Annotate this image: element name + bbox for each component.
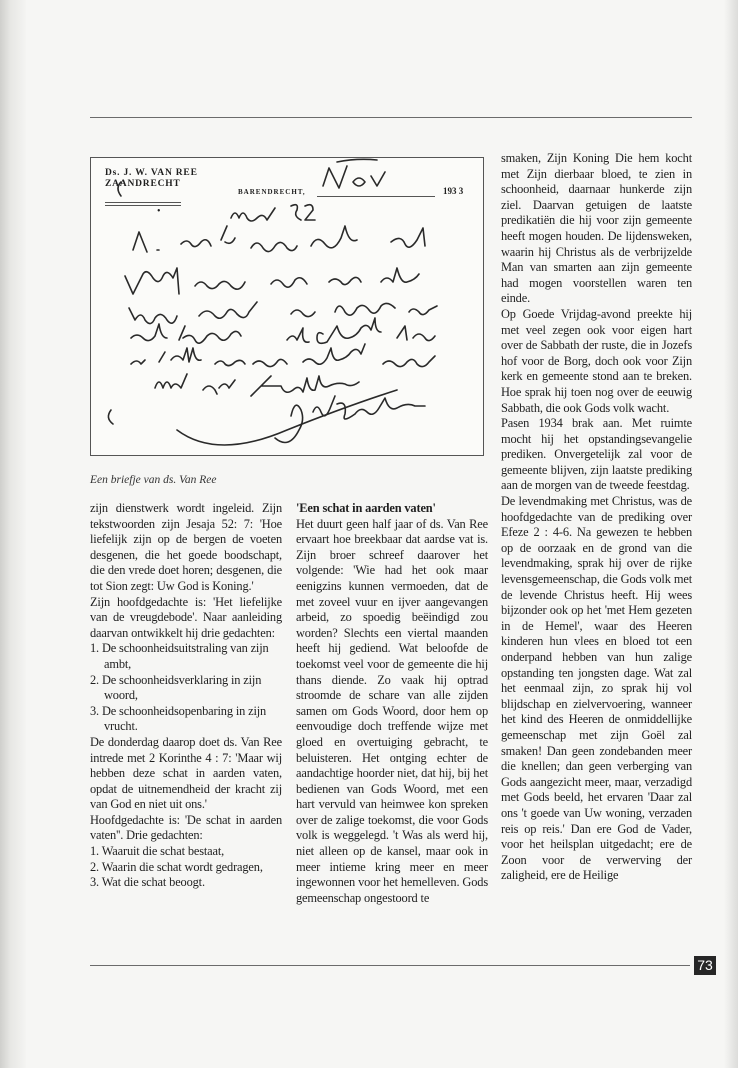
text-column-3 (501, 151, 692, 884)
page-number: 73 (694, 956, 716, 975)
paragraph: De levendmaking met Christus, was de hoofdgedachte van de prediking over Efeze 2 : 4-6. Na gewezen te hebben op de oorzaak en de grond van die levendmaking, sprak hij over de rijke levensgemeenschap, die Gods volk met de levende Christus heeft. Hij wees bijzonder ook op het 'met Hem gezeten in de Hemel', waar des Heeren kinderen hun vlees en bloed tot een onderpand hebben van hun zalige opstanding ten jongsten dage. Wat zal het eenmaal zijn, zo sprak hij vol blijdschap en zielvervoering, wanneer het kind des Heeren de onmiddellijke gemeenschap met zijn Goël zal smaken! Dan geen zondebanden meer die knellen; dan geen verberging van Gods aangezicht meer, maar, verzadigd met Gods beeld, het ervaren 'Daar zal ons 't goede van Uw woning, verzaden reis op reis.' Dan ere God de Vader, voor het heilsplan uitgedacht; ere de Zoon voor de verwerving der zaligheid, ere de Heilige (501, 494, 692, 883)
text-column-2 (296, 501, 488, 906)
book-spine-shadow (0, 0, 26, 1068)
postcard-image (90, 157, 484, 456)
card-dot: • (157, 206, 161, 217)
footer-rule (90, 965, 690, 966)
paragraph: zijn dienstwerk wordt ingeleid. Zijn tekstwoorden zijn Jesaja 52: 7: 'Hoe liefelijk zijn op de bergen de voeten desgenen, die het goede boodschapt, die den vrede doet horen; desgenen, die tot Sion zegt: Uw God is Koning.' (90, 501, 282, 593)
card-sender-town: ZAANDRECHT (105, 179, 181, 189)
list-item: 2. De schoonheidsverklaring in zijn woord, (90, 672, 262, 703)
card-sender-name: Ds. J. W. VAN REE (105, 168, 198, 178)
list-item: 1. De schoonheidsuitstraling van zijn ambt, (90, 641, 269, 671)
paragraph: Pasen 1934 brak aan. Met ruimte mocht hij het opstandingsevangelie prediken. Onvergetelijk zal voor de gemeente blijven, zijn laatste prediking aan de morgen van de tweede feestdag. (501, 416, 692, 493)
list-item: 2. Waarin die schat wordt gedragen, (90, 859, 263, 874)
list-item: 1. Waaruit die schat bestaat, (90, 844, 225, 859)
header-rule (90, 117, 692, 118)
paragraph: Zijn hoofdgedachte is: 'Het liefelijke van de vreugdebode'. Naar aanleiding daarvan ontwikkelt hij drie gedachten: (90, 594, 282, 640)
card-year: 193 3 (443, 186, 464, 196)
list-item: 3. De schoonheidsopenbaring in zijn vrucht. (90, 703, 267, 734)
card-place: BARENDRECHT, (238, 188, 306, 196)
paragraph: Hoofdgedachte is: 'De schat in aarden vaten''. Drie gedachten: (90, 812, 282, 843)
handwriting-signature (91, 158, 483, 455)
image-caption: Een briefje van ds. Van Ree (90, 474, 217, 486)
text-column-1 (90, 501, 282, 891)
paragraph: smaken, Zijn Koning Die hem kocht met Zijn dierbaar bloed, te zien in schoonheid, daarnaar hunkerde zijn ziel. Daarvan getuigen de laatste predikatiën die hij voor zijn gemeente heeft mogen houden. De lijdensweken, waarin hij Christus als de verbrijzelde Man van smarten aan zijn gemeente had mogen voorstellen waren ten einde. (501, 151, 692, 306)
section-heading: 'Een schat in aarden vaten' (296, 501, 436, 515)
paragraph: De donderdag daarop doet ds. Van Ree intrede met 2 Korinthe 4 : 7: 'Maar wij hebben deze schat in aarden vaten, opdat de uitnemendheid der kracht zij van God en niet uit ons.' (90, 734, 282, 812)
paragraph: Het duurt geen half jaar of ds. Van Ree ervaart hoe breekbaar dat aardse vat is. Zijn broer schreef daarover het volgende: 'Wie had het ook maar eenigzins kunnen vermoeden, dat de met zoveel vuur en ijver aangevangen arbeid, zo spoedig beëindigd zou worden? Slechts een viertal maanden heeft hij gediend. Wat beloofde de toekomst veel voor de gemeente die hij thans diende. Zo vaak hij optrad stroomde de schare van alle zijden samen om Gods Woord, door hem op eenvoudige doch treffende wijze met gloed en overtuiging gebracht, te beluisteren. Het ontging echter de aandachtige hoorder niet, dat hij, bij het bedienen van Gods Woord, met een hart vervuld van heimwee kon spreken over de zalige toekomst, die voor Gods volk is weggelegd. 't Was als werd hij, niet alleen op de kansel, maar ook in meer intieme kring meer en meer ingewonnen voor het hemelleven. Gods gemeenschap ongestoord te (296, 516, 488, 905)
paragraph: Op Goede Vrijdag-avond preekte hij met veel zegen ook voor eigen hart over de Sabbath der ruste, die in Jozefs hof voor de Borg, doch ook voor Zijn kerk en gemeente stond aan te breken. Hoe sprak hij toen nog over de eeuwig Sabbath, die ook Gods volk wacht. (501, 306, 692, 415)
page-edge (724, 0, 738, 1068)
list-item: 3. Wat die schat beoogt. (90, 875, 205, 890)
